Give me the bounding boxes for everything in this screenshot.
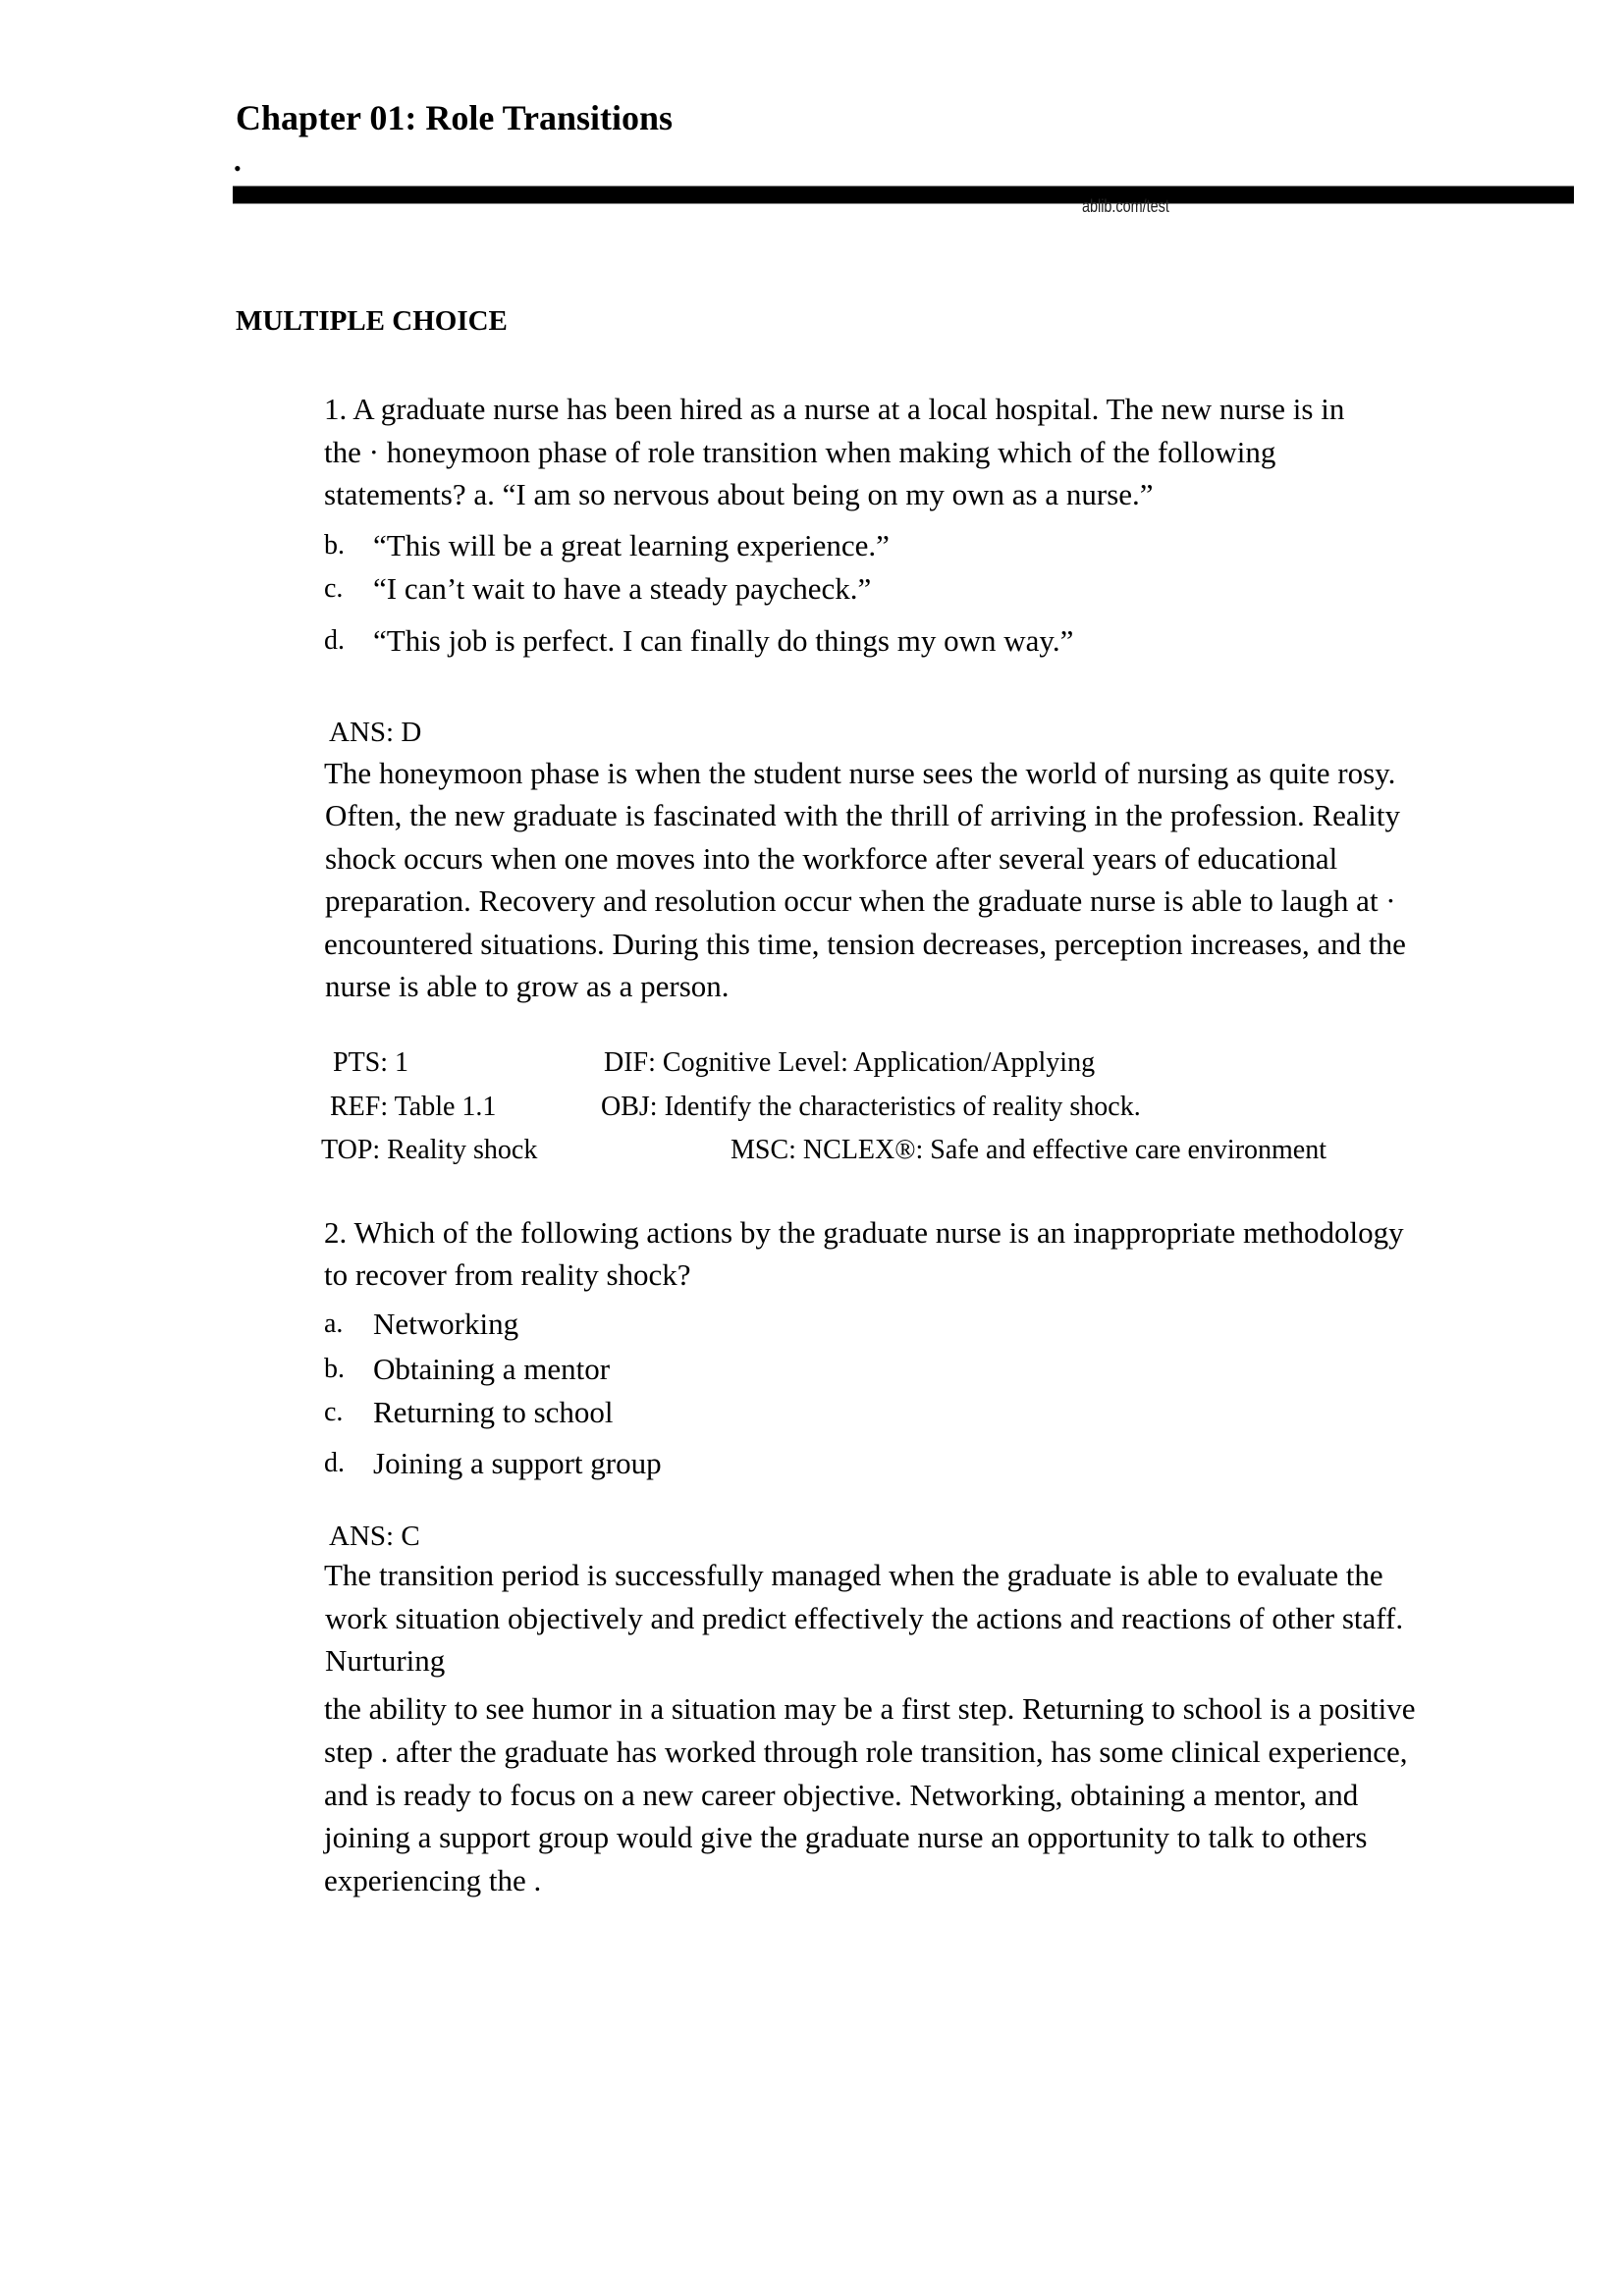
- difficulty: DIF: Cognitive Level: Application/Applying: [604, 1047, 1096, 1078]
- option-text: Obtaining a mentor: [373, 1352, 611, 1386]
- option-text: “This job is perfect. I can finally do things my own way.”: [373, 623, 1074, 658]
- topic: TOP: Reality shock: [321, 1135, 538, 1165]
- option-text: Networking: [373, 1307, 519, 1341]
- rationale-line: Nurturing: [325, 1643, 446, 1678]
- rationale-line: step . after the graduate has worked through role transition, has some clinical experience,: [324, 1735, 1408, 1769]
- rationale-line: experiencing the .: [324, 1863, 542, 1897]
- option-letter: d.: [324, 1448, 345, 1478]
- points: PTS: 1: [333, 1047, 409, 1078]
- objective: OBJ: Identify the characteristics of reality shock.: [601, 1092, 1141, 1122]
- rationale-line: The transition period is successfully managed when the graduate is able to evaluate the: [324, 1558, 1383, 1592]
- question-stem: the · honeymoon phase of role transition when making which of the following: [324, 435, 1276, 469]
- option-letter: a.: [324, 1308, 344, 1339]
- answer: ANS: C: [329, 1521, 420, 1552]
- option-text: Returning to school: [373, 1395, 614, 1429]
- watermark: ablib.com/test: [1082, 196, 1169, 216]
- option-letter: c.: [324, 1397, 344, 1427]
- rationale-line: shock occurs when one moves into the workforce after several years of educational: [325, 841, 1338, 876]
- option-text: “This will be a great learning experience.”: [373, 528, 890, 562]
- rationale-line: joining a support group would give the graduate nurse an opportunity to talk to others: [324, 1820, 1368, 1854]
- bullet: •: [234, 156, 242, 181]
- option-letter: d.: [324, 625, 345, 656]
- rationale-line: encountered situations. During this time, tension decreases, perception increases, and the: [324, 927, 1406, 961]
- question-stem: 1. A graduate nurse has been hired as a nurse at a local hospital. The new nurse is in: [324, 392, 1345, 426]
- rationale-line: preparation. Recovery and resolution occur when the graduate nurse is able to laugh at ·: [325, 883, 1396, 918]
- msc: MSC: NCLEX®: Safe and effective care environment: [731, 1135, 1327, 1165]
- section-heading: MULTIPLE CHOICE: [236, 305, 508, 337]
- question-stem: statements? a. “I am so nervous about being on my own as a nurse.”: [324, 477, 1154, 511]
- rationale-line: Often, the new graduate is fascinated with the thrill of arriving in the profession. Reality: [325, 798, 1401, 832]
- header-rule: [233, 186, 1574, 204]
- rationale-line: work situation objectively and predict effectively the actions and reactions of other staff.: [325, 1601, 1404, 1635]
- question-stem: to recover from reality shock?: [324, 1257, 691, 1292]
- reference: REF: Table 1.1: [330, 1092, 497, 1122]
- rationale-line: the ability to see humor in a situation may be a first step. Returning to school is a positive: [324, 1691, 1416, 1726]
- option-letter: b.: [324, 1354, 345, 1384]
- page-title: Chapter 01: Role Transitions: [236, 98, 674, 137]
- answer: ANS: D: [329, 717, 422, 748]
- rationale-line: nurse is able to grow as a person.: [325, 969, 730, 1003]
- option-letter: c.: [324, 573, 344, 604]
- option-text: Joining a support group: [373, 1446, 662, 1480]
- option-text: “I can’t wait to have a steady paycheck.”: [373, 571, 872, 606]
- question-stem: 2. Which of the following actions by the graduate nurse is an inappropriate methodology: [324, 1215, 1404, 1250]
- rationale-line: The honeymoon phase is when the student nurse sees the world of nursing as quite rosy.: [324, 756, 1396, 790]
- rationale-line: and is ready to focus on a new career objective. Networking, obtaining a mentor, and: [324, 1778, 1359, 1812]
- option-letter: b.: [324, 530, 345, 561]
